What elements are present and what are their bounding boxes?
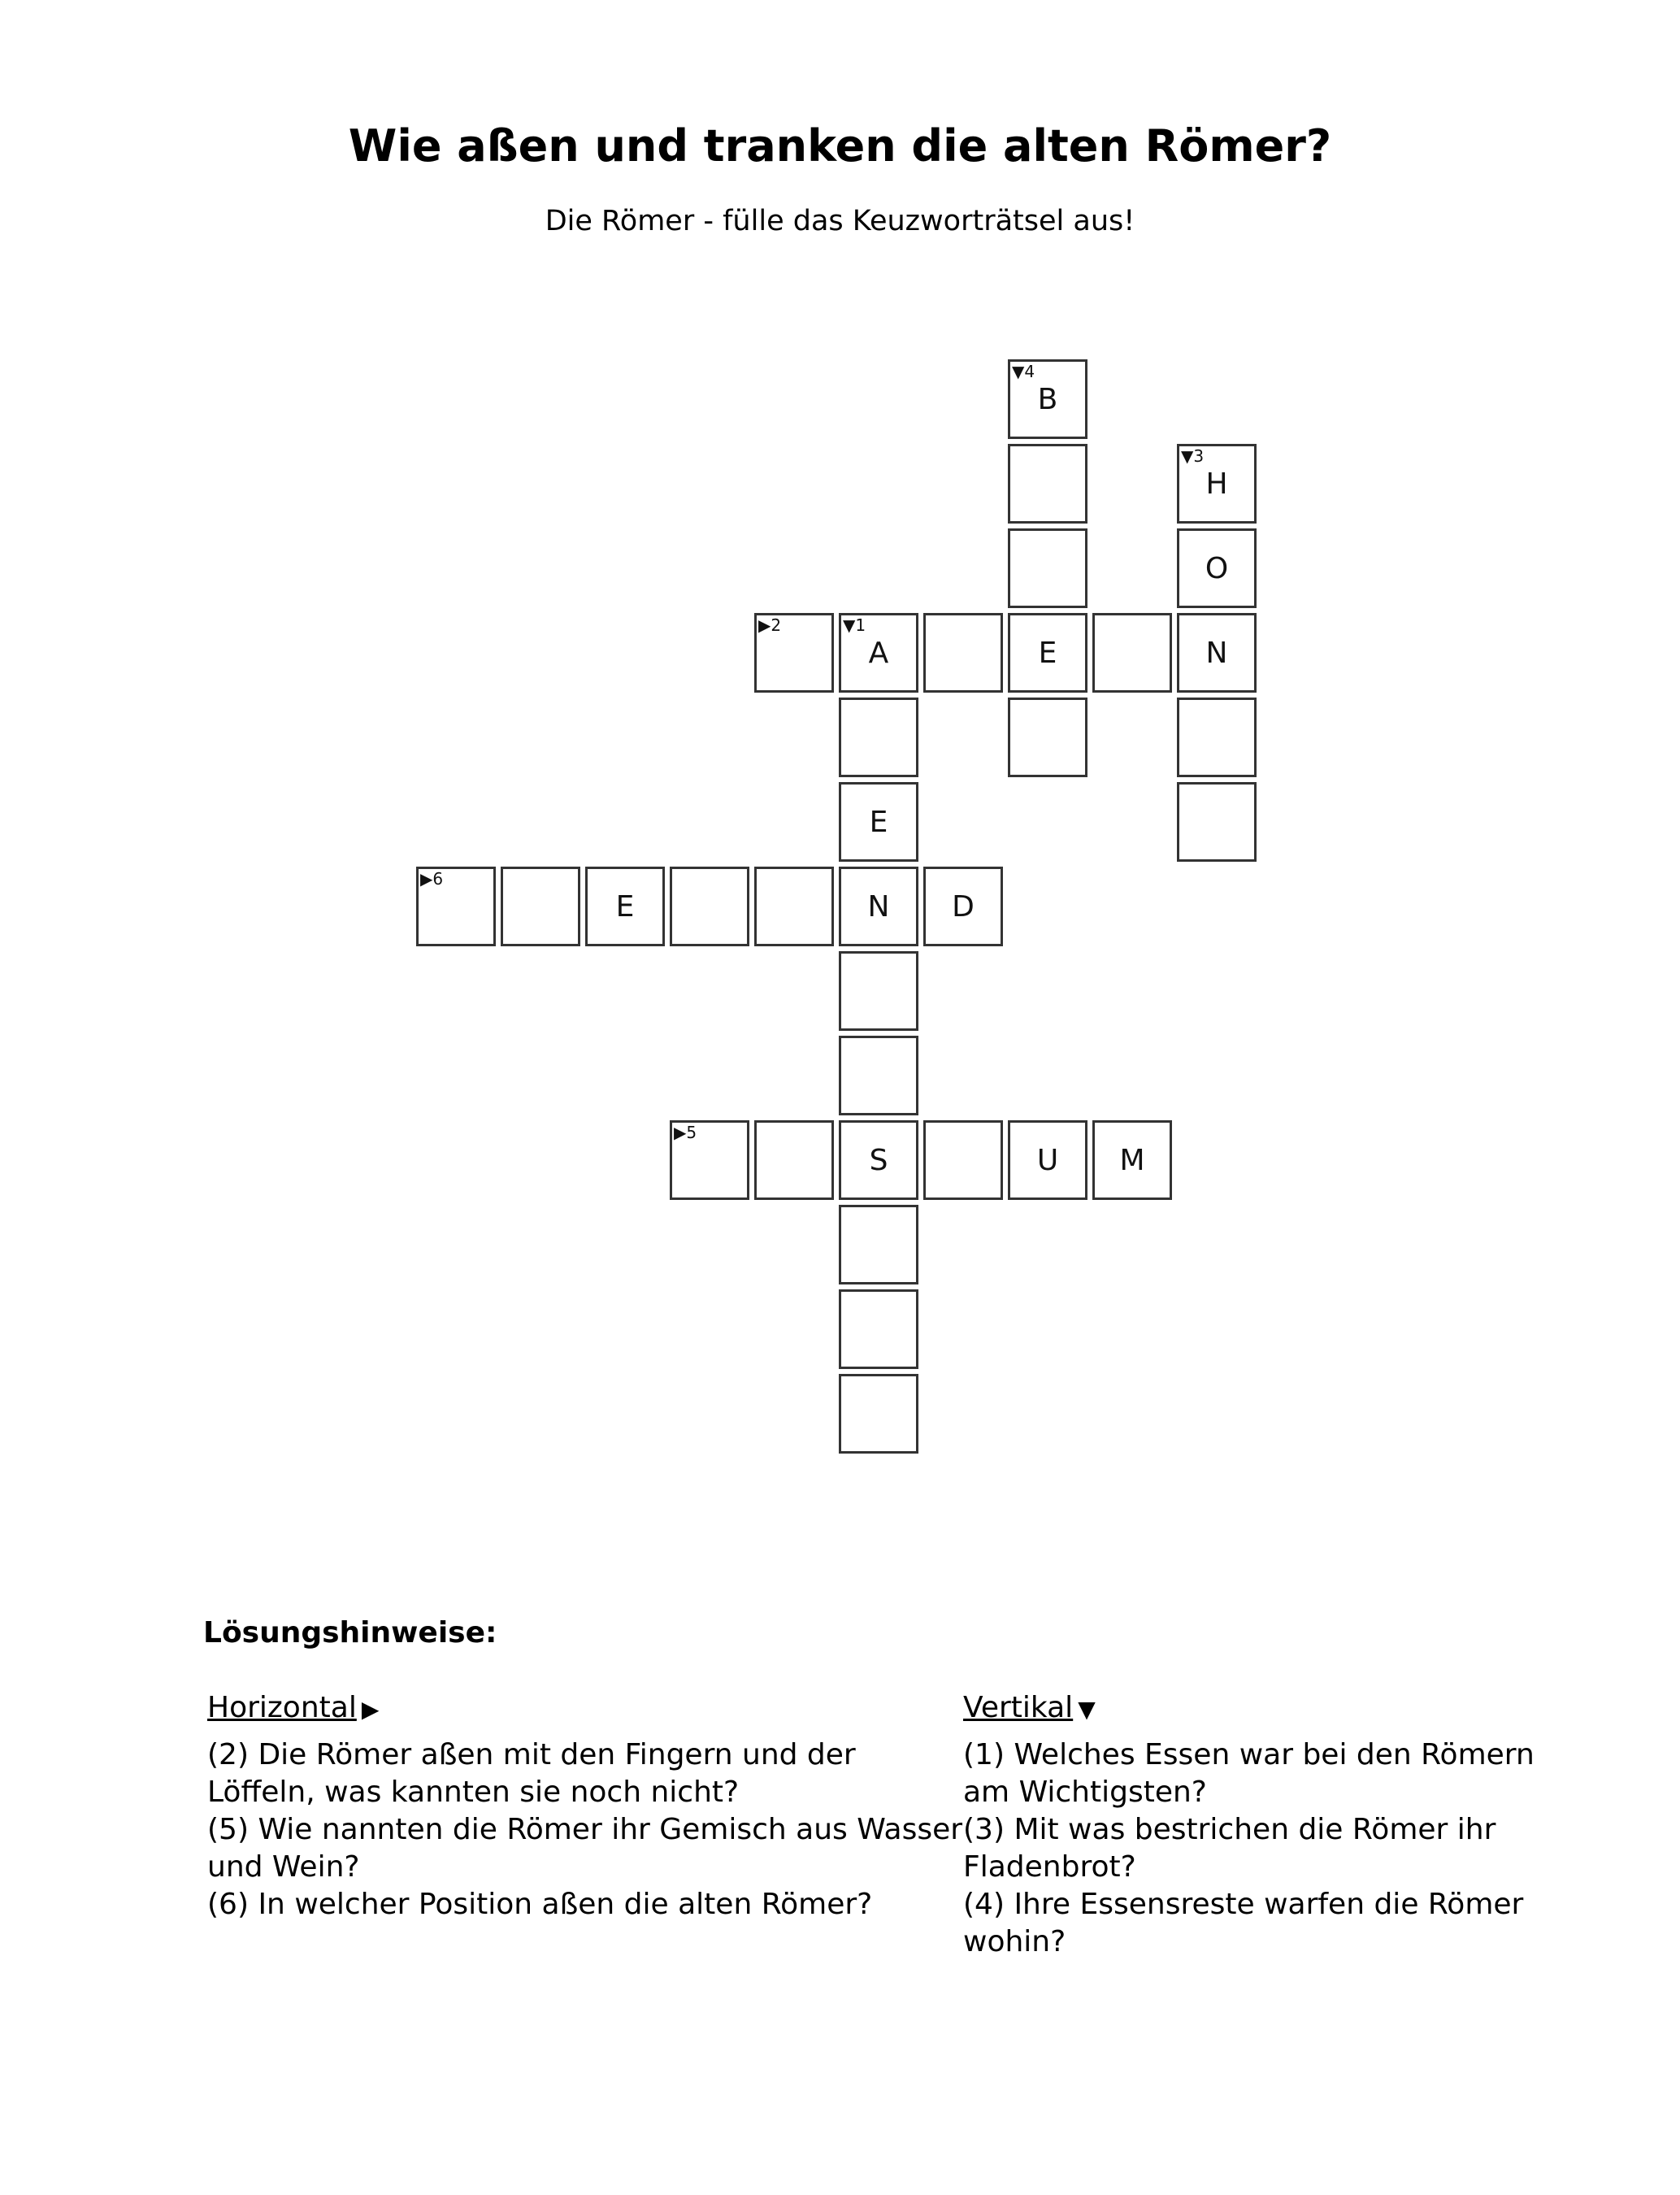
crossword-cell[interactable] xyxy=(1177,444,1257,524)
crossword-cell[interactable] xyxy=(839,1289,918,1369)
clue-number-marker: ▼3 xyxy=(1181,446,1205,466)
arrow-right-icon: ▶ xyxy=(361,1696,380,1723)
clue-horizontal-5: (5) Wie nannten die Römer ihr Gemisch aus Wasser und Wein? xyxy=(207,1813,963,1884)
crossword-cell[interactable] xyxy=(839,1205,918,1284)
crossword-cell[interactable] xyxy=(839,1036,918,1115)
crossword-cell[interactable] xyxy=(501,867,580,946)
crossword-cell[interactable] xyxy=(1008,444,1087,524)
crossword-cell[interactable] xyxy=(923,1120,1003,1200)
horizontal-clues xyxy=(207,1689,963,1923)
crossword-cell[interactable] xyxy=(585,867,665,946)
cell-letter: E xyxy=(615,889,635,924)
cell-letter: B xyxy=(1037,382,1058,416)
crossword-cell[interactable] xyxy=(1177,613,1257,693)
crossword-cell[interactable] xyxy=(839,782,918,862)
hints-heading: Lösungshinweise: xyxy=(203,1616,497,1650)
crossword-cell[interactable] xyxy=(754,613,834,693)
crossword-cell[interactable] xyxy=(754,1120,834,1200)
crossword-cell[interactable] xyxy=(1092,1120,1172,1200)
crossword-cell[interactable] xyxy=(1008,528,1087,608)
crossword-cell[interactable] xyxy=(1092,613,1172,693)
cell-letter: E xyxy=(869,805,888,839)
clue-number-marker: ▶5 xyxy=(674,1123,697,1142)
cell-letter: A xyxy=(868,636,889,670)
cell-letter: M xyxy=(1119,1143,1145,1177)
crossword-cell[interactable] xyxy=(1177,782,1257,862)
clue-horizontal-6: (6) In welcher Position aßen die alten Römer? xyxy=(207,1888,873,1921)
clue-number-marker: ▼1 xyxy=(843,615,866,635)
crossword-cell[interactable] xyxy=(839,613,918,693)
cell-letter: D xyxy=(952,889,975,924)
crossword-cell[interactable] xyxy=(1177,528,1257,608)
horizontal-heading xyxy=(207,1689,963,1728)
cell-letter: H xyxy=(1205,467,1228,501)
cell-letter: N xyxy=(1205,636,1228,670)
cell-letter: U xyxy=(1036,1143,1059,1177)
crossword-cell[interactable] xyxy=(1008,359,1087,439)
arrow-down-icon: ▼ xyxy=(1078,1696,1096,1723)
cell-letter: N xyxy=(867,889,890,924)
vertical-heading xyxy=(963,1689,1581,1728)
crossword-cell[interactable] xyxy=(839,698,918,777)
cell-letter: S xyxy=(869,1143,888,1177)
clue-number-marker: ▼4 xyxy=(1012,362,1035,381)
clue-vertical-1: (1) Welches Essen war bei den Römern am Wichtigsten? xyxy=(963,1738,1535,1809)
page-subtitle: Die Römer - fülle das Keuzworträtsel aus! xyxy=(545,205,1135,237)
crossword-cell[interactable] xyxy=(1008,1120,1087,1200)
crossword-cell[interactable] xyxy=(1008,613,1087,693)
crossword-cell[interactable] xyxy=(839,1120,918,1200)
clue-vertical-4: (4) Ihre Essensreste warfen die Römer wohin? xyxy=(963,1888,1524,1958)
vertical-label: Vertikal xyxy=(963,1691,1074,1724)
clue-horizontal-2: (2) Die Römer aßen mit den Fingern und der Löffeln, was kannten sie noch nicht? xyxy=(207,1738,856,1809)
clue-vertical-3: (3) Mit was bestrichen die Römer ihr Fladenbrot? xyxy=(963,1813,1496,1884)
crossword-cell[interactable] xyxy=(416,867,496,946)
crossword-cell[interactable] xyxy=(839,867,918,946)
horizontal-label: Horizontal xyxy=(207,1691,357,1724)
crossword-cell[interactable] xyxy=(923,867,1003,946)
vertical-clues xyxy=(963,1689,1581,1961)
crossword-cell[interactable] xyxy=(839,951,918,1031)
crossword-cell[interactable] xyxy=(754,867,834,946)
crossword-cell[interactable] xyxy=(839,1374,918,1454)
crossword-cell[interactable] xyxy=(670,1120,749,1200)
crossword-cell[interactable] xyxy=(670,867,749,946)
crossword-cell[interactable] xyxy=(1177,698,1257,777)
cell-letter: E xyxy=(1038,636,1057,670)
crossword-cell[interactable] xyxy=(1008,698,1087,777)
clue-number-marker: ▶6 xyxy=(420,869,444,889)
cell-letter: O xyxy=(1205,551,1229,585)
clue-number-marker: ▶2 xyxy=(758,615,782,635)
crossword-cell[interactable] xyxy=(923,613,1003,693)
page-title: Wie aßen und tranken die alten Römer? xyxy=(348,120,1332,172)
